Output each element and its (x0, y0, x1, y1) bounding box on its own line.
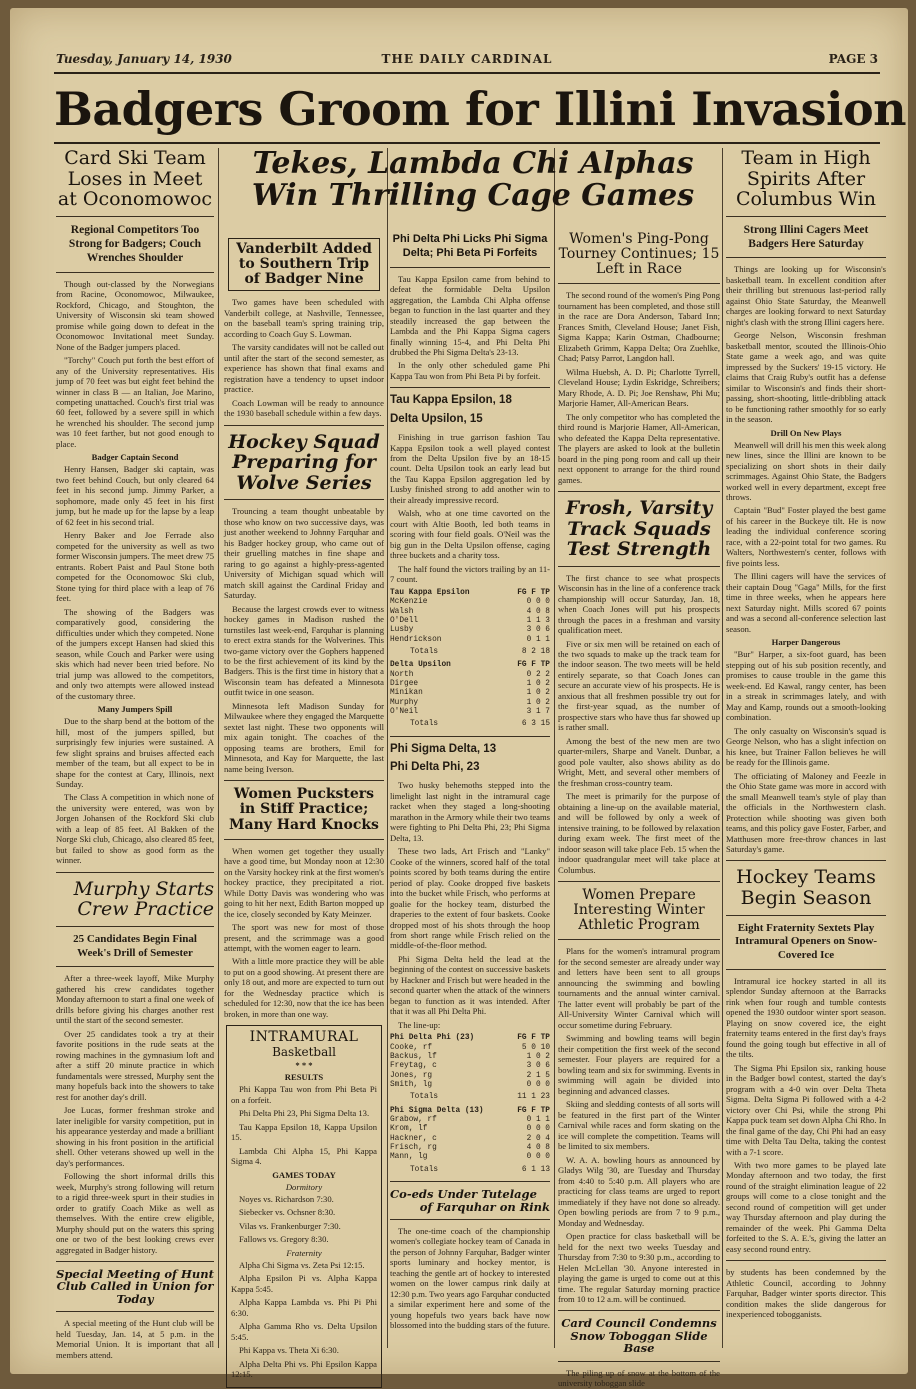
box-score-columns: FG F TP (517, 661, 550, 670)
article-paragraph: The Illini cagers will have the services of their captain Doug "Gaga" Mills, for the first time in three weeks, when he appears here next Saturday night. Mills scored 67 points and was a second all-conference selection last season. (726, 571, 886, 634)
article-paragraph: The showing of the Badgers was comparatively good, considering the difficulties under which they competed. None of the jumpers except Hansen had skied this season, while Couch and Parker were using skis which had never been tried before. No trial jump was allowed to the competitors, and only two attempts were allowed instead of the customary three. (56, 606, 214, 701)
divider (558, 283, 720, 284)
box-score-total-label: Totals (410, 1165, 439, 1174)
article-paragraph: Phi Sigma Delta held the lead at the beginning of the contest on successive baskets by Hackner and Frisch but were headed in the second quarter when the attack of the winners began to function as it was intended. After that it was all Phi Delta Phi. (390, 953, 550, 1017)
section-subhead: Drill On New Plays (770, 427, 842, 438)
player-stats: 2 1 5 (526, 1071, 550, 1080)
player-name: Walsh (390, 607, 414, 616)
divider (224, 425, 384, 426)
player-stats: 4 0 8 (526, 607, 550, 616)
player-name: O'Dell (390, 616, 419, 625)
article-paragraph: Intramural ice hockey started in all its splendor Sunday afternoon at the Barracks rink when four rough and tumble contests opened the 1930 outdoor winter sport season. Playing on snow covered ice, the eight fraternity teams entered in the first day's frays found the going tough but effective in all of the tilts. (726, 975, 886, 1060)
box-score-row (390, 1144, 550, 1153)
article-paragraph: Walsh, who at one time cavorted on the court with Altie Booth, led both teams in scoring with four field goals. O'Neil was the big gun in the Delta Upsilon offense, caging three buckets and a charity toss. (390, 508, 550, 561)
schedule-line: Alpha Kappa Lambda vs. Phi Pi Phi 6:30. (231, 1297, 377, 1318)
box-score-row (390, 617, 550, 626)
column-4 (558, 231, 720, 1389)
divider (726, 969, 886, 970)
divider (726, 257, 886, 258)
crew-subhead: 25 Candidates Begin Final Week's Drill of Semester (73, 932, 197, 959)
player-stats: 1 0 2 (526, 698, 550, 707)
winter-program-headline: Women Prepare Interesting Winter Athletic Program (573, 887, 705, 934)
article-paragraph: The varsity candidates will not be called out until after the start of the second semester, as experience has shown that final exams and registration have a tendency to upset indoor practice. (224, 342, 385, 395)
box-score-row (390, 1153, 550, 1162)
box-score-row (390, 708, 550, 717)
player-name: Backus, lf (390, 1053, 437, 1062)
box-score-row (390, 1072, 550, 1081)
box-score-row (390, 598, 550, 607)
du-score-head: Delta Upsilon, 15 (390, 413, 483, 426)
divider (224, 499, 384, 500)
box-score-pdp (390, 1034, 550, 1102)
paper-name: THE DAILY CARDINAL (381, 52, 553, 66)
section-subhead: Many Jumpers Spill (97, 704, 173, 715)
schedule-line: Noyes vs. Richardson 7:30. (239, 1193, 334, 1204)
schedule-line: Alpha Delta Phi vs. Phi Epsilon Kappa 12:15. (231, 1358, 377, 1380)
article-paragraph: Skiing and sledding contests of all sorts will be featured in the first part of the Winter Carnival while races and form skating on the ice will complete the competition. Teams will be limited to six members. (558, 1099, 720, 1152)
player-stats: 1 0 2 (526, 1053, 550, 1062)
article-paragraph: "Torchy" Couch put forth the best effort of any of the University representatives. His jump of 70 feet was but eight feet behind the winner in class B — an Italian, Joe Marino, competing unattached. Couch's first trial was 60 feet, followed by a severe spill in which he wrenched his shoulder. The second jump was 10 feet farther, but not good enough to place. (56, 355, 214, 449)
intramural-box-subtitle: Basketball (272, 1044, 336, 1059)
dormitory-heading: Dormitory (285, 1181, 323, 1192)
article-paragraph: Wilma Huebsh, A. D. Pi; Charlotte Tyrrell, Cleveland House; Lydin Eskridge, Schreibers; Mary Rhode, A. D. Pi; Joe Renshaw, Phi Mu; Marjorie Hamer, All-American Bears. (558, 366, 720, 409)
newspaper-page (10, 8, 908, 1389)
banner-headline: Badgers Groom for Illini Invasion (54, 82, 907, 136)
hockey-teams-subhead: Eight Fraternity Sextets Play Intramural Openers on Snow-Covered Ice (734, 921, 878, 962)
divider (726, 860, 886, 861)
player-stats: 1 0 2 (526, 689, 550, 698)
box-score-total: 8 2 18 (521, 647, 550, 656)
article-paragraph: The half found the victors trailing by an 11-7 count. (390, 563, 550, 585)
column-2 (224, 232, 385, 1380)
divider (558, 566, 720, 567)
box-score-row (390, 1044, 550, 1053)
article-paragraph: The Class A competition in which none of the university were entered, was won by Jorgen Johansen of the Rockford Ski club with a leap of 85 feet. Al Bakken of the Norge Ski club, Chicago, also cleared 85 feet, but failed to show as good form as the winner. (56, 792, 214, 866)
column-rule (218, 148, 219, 1348)
divider (224, 780, 384, 781)
player-name: Frisch, rg (390, 1144, 437, 1153)
page-number: PAGE 3 (828, 52, 878, 66)
article-paragraph: The officiating of Maloney and Feezle in the Ohio State game was more in accord with the small Meanwell team's style of play than the officials in the Northwestern clash. Protection while shooting was given both teams, and this policy gave Foster, Farber, and Matthusen more free-throw chances in last Saturday's game. (726, 770, 886, 854)
article-paragraph: The only casualty on Wisconsin's squad is George Nelson, who has a slight infection on his knee, but Trainer Fallon believes he will be ready for the Illinois game. (726, 725, 886, 768)
coeds-headline-1: Co-eds Under Tutelage (390, 1187, 537, 1202)
box-score-row (390, 680, 550, 689)
player-name: Murphy (390, 698, 419, 707)
divider (390, 1181, 550, 1182)
player-stats: 3 0 6 (526, 1062, 550, 1071)
player-stats: 4 0 8 (526, 1144, 550, 1153)
games-today-heading: GAMES TODAY (272, 1169, 336, 1180)
divider (56, 1261, 214, 1262)
article-paragraph: Because the largest crowds ever to witness hockey games in Madison rushed the turnstiles last week-end, Farquhar is planning to erect extra stands for the Wolverines. This two-game victory over the Gophers happened to be the first achievement of its kind by the Badgers. This is the first time in history that a Wisconsin team has defeated a Minnesota outfit twice in one season. (224, 603, 384, 698)
player-name: Freytag, c (390, 1062, 437, 1071)
box-score-team: Phi Sigma Delta (13) (390, 1106, 484, 1115)
result-line: Lambda Chi Alpha 15, Phi Kappa Sigma 4. (231, 1145, 377, 1167)
schedule-line: Alpha Chi Sigma vs. Zeta Psi 12:15. (239, 1259, 365, 1270)
women-pucksters-headline: Women Pucksters in Stiff Practice; Many Hard Knocks (229, 786, 379, 833)
divider (558, 881, 720, 882)
box-score-du (390, 661, 550, 729)
player-name: Dirgee (390, 679, 419, 688)
intramural-box (226, 1025, 382, 1387)
divider (56, 926, 214, 927)
column-5 (726, 148, 886, 1348)
article-paragraph: The piling up of snow at the bottom of the university toboggan slide (558, 1367, 720, 1389)
player-stats: 3 1 7 (526, 707, 550, 716)
player-name: Lusby (390, 626, 414, 635)
article-paragraph: The Sigma Phi Epsilon six, ranking house in the Badger bowl contest, started the day's program with a 4-0 win over Delta Theta Sigma. Delta Sigma Pi followed with a 4-2 victory over Chi Psi, while the strong Phi Kappa puck team set down Alpha Chi Rho. In the final game of the day, Chi Phi had an easy time with Delta Tau Delta, taking the contest with a 7-1 score. (726, 1062, 886, 1157)
article-paragraph: Henry Hansen, Badger ski captain, was two feet behind Couch, but only cleared 64 feet in his second jump. Jimmy Parker, a sophomore, made only 45 feet in his first jump, but he made up for the lapse by a leap of 62 feet in his second trial. (56, 464, 214, 527)
article-paragraph: The second round of the women's Ping Pong tournament has been completed, and those still in the race are Dora Anderson, Tabard Inn; Frances Smith, Cleveland House; Janet Fish, Sigma Kappa; Karin Ostman, Chadbourne; Elizabeth Grimm, Kappa Delta; Ora Zuehlke, Chad; Patsy Parrot, Langdon hall. (558, 290, 720, 364)
box-score-row (390, 1135, 550, 1144)
track-squads-headline: Frosh, Varsity Track Squads Test Strength (565, 497, 713, 561)
player-stats: 0 0 0 (526, 598, 550, 607)
box-score-team: Delta Upsilon (390, 661, 451, 670)
article-paragraph: The meet is primarily for the purpose of obtaining a line-up on the available material, and will be followed by only a week of intensive training, to be followed by relaxation during exam week. The first meet of the indoor season will take place Feb. 15 when the indoor quadrangular meet will take place at Columbus. (558, 791, 720, 875)
schedule-line: Alpha Gamma Rho vs. Delta Upsilon 5:45. (231, 1321, 377, 1342)
article-paragraph: Following the short informal drills this week, Murphy's strong following will return to a rigid three-week spurt in their studies in order to gratify Coach Mike as well as themselves. With the entire crew eligible, Murphy should put on the waters this spring one or two of the best looking crews ever aggregated in Badger history. (56, 1171, 214, 1255)
vanderbilt-headline: Vanderbilt Added to Southern Trip of Badger Nine (236, 241, 372, 288)
article-paragraph: With a little more practice they will be able to put on a good showing. At present there are only 18 out, and more are expected to turn out for the Wednesday practice which is scheduled for 12:30, now that the ice has been broken, in more than one way. (224, 956, 384, 1019)
article-paragraph: With two more games to be played late Monday afternoon and two today, the first round of the straight elimination league of 22 groups will come to a close tonight and the second round of competition will get under way Thursday afternoon and play during the remainder of the week. Phi Gamma Delta forfeited to the S. A. E.'s, giving the latter an easy second round entry. (726, 1160, 886, 1254)
schedule-line: Siebecker vs. Ochsner 8:30. (239, 1207, 336, 1218)
player-stats: 0 0 0 (526, 1153, 550, 1162)
article-paragraph: Minnesota left Madison Sunday for Milwaukee where they engaged the Marquette sextet last night. These two opponents will mix again tonight. The coaches of the opposing teams are brothers, Emil for Minnesota, and Kay for Marquette, the last name being Iverson. (224, 700, 384, 774)
player-stats: 3 0 6 (526, 626, 550, 635)
article-paragraph: Due to the sharp bend at the bottom of the hill, most of the jumpers spilled, but surprisingly few injuries were sustained. A few slight sprains and bruises affected each member of the team, but all expect to be in shape for the contest at Cary, Illinois, next Sunday. (56, 716, 214, 789)
divider (224, 839, 384, 840)
column-3 (390, 232, 550, 1348)
result-line: Phi Kappa Tau won from Phi Beta Pi on a forfeit. (231, 1084, 377, 1105)
article-paragraph: Captain "Bud" Foster played the best game of his career in the Buckeye tilt. He is now leading the individual conference scoring race, with a 22-point total for two games. Ru Walters, Northwestern's center, follows with five points less. (726, 505, 886, 568)
crew-headline: Murphy Starts Crew Practice (73, 877, 214, 921)
article-paragraph: The line-up: (398, 1019, 441, 1030)
section-subhead: Harper Dangerous (771, 637, 841, 648)
divider (558, 491, 720, 492)
box-score-psd (390, 1107, 550, 1175)
schedule-line: Phi Kappa vs. Theta Xi 6:30. (239, 1345, 339, 1356)
divider (56, 872, 214, 873)
box-score-tke (390, 589, 550, 657)
hockey-squad-headline: Hockey Squad Preparing for Wolve Series (228, 430, 380, 494)
ski-team-subhead: Regional Competitors Too Strong for Badgers; Couch Wrenches Shoulder (68, 223, 202, 265)
player-name: Hackner, c (390, 1134, 437, 1143)
article-paragraph: Though out-classed by the Norwegians from Racine, Oconomowoc, Milwaukee, Rockford, Chicago, and Stoughton, the University of Wisconsin ski team showed promise while going down to defeat in the Oconomowoc Invitational meet Sunday. None of the Badger jumpers placed. (56, 278, 214, 352)
result-line: Phi Delta Phi 23, Phi Sigma Delta 13. (239, 1108, 370, 1119)
article-paragraph: Plans for the women's intramural program for the second semester are already under way and letters have been sent to all groups announcing the swimming and bowling tournaments and the annual winter carnival. The latter event will probably be part of the All-University Winter Carnival which will occur sometime during February. (558, 946, 720, 1030)
article-paragraph: Henry Baker and Joe Ferrade also competed for the university as well as two former Wisconsin jumpers. The meet drew 75 entrants. Robert Paist and Paul Stone both competed for the Oconomowoc Ski club, Stone tying for third place with a leap of 76 feet. (56, 530, 214, 604)
vanderbilt-headline-box (228, 238, 380, 291)
box-score-total: 11 1 23 (517, 1093, 550, 1102)
player-stats: 0 1 1 (526, 1116, 550, 1125)
article-paragraph: Two games have been scheduled with Vanderbilt college, at Nashville, Tennessee, on the baseball team's spring training trip, according to Coach Guy S. Lowman. (224, 297, 384, 339)
box-score-row (390, 1125, 550, 1134)
article-paragraph: The sport was new for most of those present, and the scrimmage was a good attempt, with the women eager to learn. (224, 922, 384, 953)
masthead-rule (54, 72, 880, 74)
issue-date: Tuesday, January 14, 1930 (56, 52, 232, 66)
toboggan-headline-2: Snow Toboggan Slide Base (570, 1328, 708, 1356)
player-stats: 0 2 2 (526, 670, 550, 679)
article-paragraph: Meanwell will drill his men this week along new lines, since the Illini are known to be specializing on short shots in their daily scrimmages. Against Ohio State, the Badgers worked well in every department, except free throws. (726, 439, 886, 502)
toboggan-headline-1: Card Council Condemns (561, 1316, 717, 1331)
article-paragraph: Things are looking up for Wisconsin's basketball team. In excellent condition after their thrilling but strenuous last-period rally against Ohio State Saturday, the Meanwell charges are looking forward to next Saturday night's clash with the strong Illini cagers here. (726, 264, 886, 327)
article-paragraph: A special meeting of the Hunt club will be held Tuesday, Jan. 14, at 5 p.m. in the Memorial Union. It is important that all members attend. (56, 1318, 214, 1360)
box-score-row (390, 1116, 550, 1125)
columbus-win-headline: Team in High Spirits After Columbus Win (735, 147, 876, 211)
player-name: Mann, lg (390, 1153, 428, 1162)
results-heading: RESULTS (284, 1072, 324, 1083)
box-score-row (390, 699, 550, 708)
box-score-total-label: Totals (410, 1093, 439, 1102)
box-score-columns: FG F TP (517, 1106, 550, 1115)
player-name: Jones, rg (390, 1071, 433, 1080)
hunt-club-headline: Special Meeting of Hunt Club Called in Union for Today (56, 1266, 214, 1306)
article-paragraph: The one-time coach of the championship women's collegiate hockey team of Canada in the person of Johnny Farquhar, Badger winter sports luminary and hockey mentor, is teaching the gentle art of hockey to interested women on the lower campus rink daily at 12:30 p.m. Two years ago Farquhar conducted a similar experiment here and some of the young hopefuls two years back have now blossomed into the budding stars of the future. (390, 1225, 550, 1331)
article-paragraph: George Nelson, Wisconsin freshman basketball mentor, scouted the Illinois-Ohio State game a week ago, and was quite impressed by the Suckers' 19-15 victory. He claims that Craig Ruby's outfit has a defense similar to Wisconsin's and finds their short-passing, short-shooting, little-dribbling attack to be functioning rather smoothly for so early in the season. (726, 330, 886, 425)
article-paragraph: Joe Lucas, former freshman stroke and later ineligible for varsity competition, put in his appearance yesterday and made a brilliant showing in his front position in the artificial shell. Other veterans showed up well in the day's performances. (56, 1105, 214, 1168)
player-name: Cooke, rf (390, 1043, 433, 1052)
box-score-row (390, 626, 550, 635)
article-paragraph: Five or six men will be retained on each of the two squads to make up the track team for the indoor season. The two meets will be held entirely separate, so that Coach Jones can secure an accurate view of his prospects. He is anxious that all freshmen possible try out for the first-year squad, as the number of prospective stars who have thus far showed up is rather small. (558, 638, 720, 733)
player-stats: 2 0 4 (526, 1134, 550, 1143)
column-1 (56, 147, 214, 1360)
box-score-team: Phi Delta Phi (23) (390, 1034, 475, 1043)
divider (56, 216, 214, 217)
box-score-columns: FG F TP (517, 588, 550, 597)
column-rule (554, 148, 555, 1348)
ornament: * * * (295, 1060, 313, 1071)
article-paragraph: Trouncing a team thought unbeatable by those who know on two successive days, was just another weekend to Johnny Farquhar and his Badger hockey group, who came out of their gruelling matches in fine shape and raring to go against a highly-press-agented University of Michigan squad which will match skill against the Cardinal Friday and Saturday. (224, 506, 384, 601)
divider (726, 915, 886, 916)
section-subhead: Badger Captain Second (91, 452, 179, 463)
result-line: Tau Kappa Epsilon 18, Kappa Upsilon 15. (231, 1121, 377, 1143)
article-paragraph: The only competitor who has completed the third round is Marjorie Hamer, All-American, who defeated the Kappa Delta representative. The players are asked to look at the bulletin board in the ping pong room and call up their next opponent to arrange for the third round games. (558, 411, 720, 485)
box-score-row (390, 636, 550, 645)
ping-pong-headline: Women's Ping-Pong Tourney Continues; 15 Left in Race (558, 231, 720, 278)
pdp-score-head: Phi Delta Phi, 23 (390, 761, 480, 774)
divider (56, 966, 214, 967)
box-score-team: Tau Kappa Epsilon (390, 588, 470, 597)
article-paragraph: In the only other scheduled game Phi Kappa Tau won from Phi Beta Pi by forfeit. (390, 360, 550, 381)
article-paragraph: Among the best of the new men are two quarter-milers, Sharpe and Vanelt. Dunbar, a good pole vaulter, also shows ability as do Wright, Mett, and several other members of the freshman cross-country team. (558, 735, 720, 788)
player-name: O'Neil (390, 707, 419, 716)
column-rule (387, 148, 388, 1348)
divider (390, 387, 550, 388)
cage-games-headline: Tekes, Lambda Chi Alphas Win Thrilling Cage Games (251, 146, 695, 213)
player-name: Grabow, rf (390, 1116, 437, 1125)
article-paragraph: Over 25 candidates took a try at their favorite positions in the rude seats at the rowing machines in the gymnasium loft and after a stiff 20 minute practice in which fundamentals were stressed, Murphy sent the many hopefuls back into the showers to take rest for another day's drill. (56, 1028, 214, 1102)
article-paragraph: "Bur" Harper, a six-foot guard, has been stepping out of his sub position recently, and promises to cause trouble in the game this week-end. Ed Kawal, rangy center, has been in a streak in scrimmages lately, and with May and Kamp, rounds out a smooth-looking combination. (726, 649, 886, 723)
psd-score-head: Phi Sigma Delta, 13 (390, 742, 497, 755)
schedule-line: Fallows vs. Gregory 8:30. (239, 1234, 329, 1245)
divider (558, 1310, 720, 1311)
masthead (56, 52, 878, 70)
schedule-line: Vilas vs. Frankenburger 7:30. (239, 1220, 341, 1231)
schedule-line: Alpha Epsilon Pi vs. Alpha Kappa Kappa 5:45. (231, 1273, 377, 1294)
box-score-total-label: Totals (410, 720, 439, 729)
box-score-row (390, 1081, 550, 1090)
divider (390, 736, 550, 737)
box-score-row (390, 671, 550, 680)
ski-team-headline: Card Ski Team Loses in Meet at Oconomowoc (57, 147, 213, 211)
intramural-box-title: INTRAMURAL (249, 1029, 359, 1046)
player-name: Minikan (390, 689, 423, 698)
tke-score-head: Tau Kappa Epsilon, 18 (390, 394, 512, 407)
article-paragraph: The first chance to see what prospects Wisconsin has in the line of a conference track championship will occur Saturday, Jan. 18, when Coach Jones will put his prospects through the paces in a freshman and varsity qualification meet. (558, 572, 720, 636)
article-paragraph: Finishing in true garrison fashion Tau Kappa Epsilon took a well played contest from the Delta Upsilon five by an 18-15 count. Delta Upsilon took an early lead but the Tau Kappa Epsilon aggregation led by Lusby finished strong to add another win to their already impressive record. (390, 432, 550, 505)
box-score-total-label: Totals (410, 647, 439, 656)
columbus-win-subhead: Strong Illini Cagers Meet Badgers Here Saturday (743, 223, 869, 250)
article-paragraph: W. A. A. bowling hours as announced by Gladys Wilg '30, are Tuesday and Thursday from 4:40 to 5:40 p.m. All players who are practicing for class teams are urged to report immediately if they have not done so already. Open bowling periods are from 7 to 9 p.m., Monday and Wednesday. (558, 1154, 720, 1228)
box-score-row (390, 1053, 550, 1062)
box-score-total: 6 1 13 (521, 1165, 550, 1174)
box-score-row (390, 608, 550, 617)
hockey-teams-headline: Hockey Teams Begin Season (736, 866, 876, 909)
divider (726, 1260, 886, 1261)
divider (390, 1219, 550, 1220)
phi-delta-headline: Phi Delta Phi Licks Phi Sigma Delta; Phi Beta Pi Forfeits (392, 233, 548, 260)
column-rule (722, 148, 723, 1348)
box-score-total: 6 3 15 (521, 720, 550, 729)
article-paragraph: Coach Lowman will be ready to announce the 1930 baseball schedule within a few days. (224, 397, 384, 419)
player-name: North (390, 670, 414, 679)
player-stats: 5 0 10 (521, 1043, 550, 1052)
box-score-row (390, 1062, 550, 1071)
article-paragraph: These two lads, Art Frisch and "Lanky" Cooke of the winners, scored half of the total points scored by both teams during the entire period of play. Cooke dropped five baskets into the bucket while Frisch, who performs at goalie for the hockey team, disturbed the draperies to the extent of four baskets. Cooke dropped most of his shots through the hoop from short range while Frisch relied on the middle-of-the-floor method. (390, 846, 550, 951)
player-name: Smith, lg (390, 1081, 433, 1090)
player-stats: 1 1 3 (526, 616, 550, 625)
article-paragraph: Open practice for class basketball will be held for the next two weeks Tuesday and Thursday from 7:30 to 9:30 p.m., according to Helen McLellan '30. Anyone interested in playing the game is urged to come out at this time. The regular Saturday morning practice from 10 to 12 a.m. will be continued. (558, 1231, 720, 1304)
player-name: Hendrickson (390, 635, 442, 644)
article-paragraph: Swimming and bowling teams will begin their competition the first week of the second semester. Four players are required for a bowling team and six for swimming. Events in swimming will again be divided into beginning and advanced classes. (558, 1033, 720, 1096)
article-paragraph: by students has been condemned by the Athletic Council, according to Johnny Farquhar, Badger winter sports director. This condition makes the slide dangerous for inexperienced tobogganists. (726, 1267, 886, 1320)
divider (558, 939, 720, 940)
article-paragraph: When women get together they usually have a good time, but Monday noon at 12:30 on the Varsity hockey rink at the first women's hockey practice, they precipitated a riot. While Dotty Davis was wondering who was going to hit her next, Edith Barton mopped up the ice, closely seconded by Katy Meinzer. (224, 845, 384, 919)
banner-rule (54, 142, 880, 144)
divider (56, 272, 214, 273)
player-stats: 0 0 0 (526, 1081, 550, 1090)
player-stats: 0 0 0 (526, 1125, 550, 1134)
divider (390, 267, 550, 268)
player-name: McKenzie (390, 598, 428, 607)
coeds-headline-2: of Farquhar on Rink (419, 1199, 550, 1214)
divider (558, 1361, 720, 1362)
article-paragraph: Tau Kappa Epsilon came from behind to defeat the formidable Delta Upsilon aggregation, the Lambda Chi Alpha offense began to function in the last quarter and they steadily increased the gap between the Lambda and the Phi Kappa Sigma cagers finally winning 15-4, and Phi Delta Phi drubbed the Phi Sigma Delta's 23-13. (390, 273, 550, 357)
player-name: Krom, lf (390, 1125, 428, 1134)
box-score-columns: FG F TP (517, 1034, 550, 1043)
article-paragraph: Two husky behemoths stepped into the limelight last night in the intramural cage racket when they staged a long-shooting marathon in the Armory while their two teams were fighting to Phi Delta Phi, 23; Phi Sigma Delta, 13. (390, 780, 550, 843)
article-paragraph: After a three-week layoff, Mike Murphy gathered his crew candidates together Monday afternoon to start a final one week of drills before giving his charges another rest until the start of the second semester. (56, 973, 214, 1026)
divider (726, 216, 886, 217)
player-stats: 1 0 2 (526, 679, 550, 688)
cage-games-headline-block (224, 148, 722, 226)
box-score-row (390, 689, 550, 698)
divider (56, 1311, 214, 1312)
player-stats: 0 1 1 (526, 635, 550, 644)
fraternity-heading: Fraternity (286, 1247, 322, 1258)
